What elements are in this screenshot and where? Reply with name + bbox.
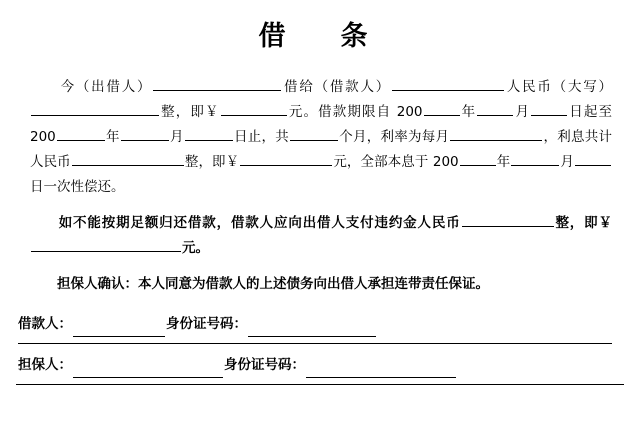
static-text: 整，即￥: [160, 104, 220, 120]
fill-in-blank[interactable]: [575, 151, 611, 166]
static-text: 年: [105, 129, 120, 145]
fill-in-blank[interactable]: [153, 76, 281, 91]
fill-in-blank[interactable]: [73, 363, 223, 378]
fill-in-blank[interactable]: [424, 101, 460, 116]
static-text: 月: [560, 154, 575, 170]
field-label: 担保人：: [18, 357, 72, 373]
fill-in-blank[interactable]: [31, 237, 181, 252]
static-text: 今（出借人）: [30, 79, 153, 95]
static-text: 个月，利率为每月: [339, 129, 450, 145]
fill-in-blank[interactable]: [72, 151, 184, 166]
guarantor-signature-row: [18, 352, 612, 378]
paragraph-penalty: [30, 211, 612, 261]
static-text: 如不能按期足额归还借款，借款人应向出借人支付违约金人民币: [30, 215, 461, 231]
static-text: 日一次性偿还。: [30, 179, 125, 195]
paragraph-loan-terms: [30, 75, 612, 200]
fill-in-blank[interactable]: [240, 151, 332, 166]
fill-in-blank[interactable]: [185, 126, 233, 141]
fill-in-blank[interactable]: [306, 363, 456, 378]
fill-in-blank[interactable]: [460, 151, 496, 166]
static-text: 元。: [182, 240, 209, 256]
bottom-divider: [16, 384, 624, 385]
borrower-signature-row: [18, 311, 612, 337]
document-title: 借 条: [258, 21, 382, 52]
static-text: 整，即￥: [184, 154, 240, 170]
static-text: 整，即￥: [554, 215, 613, 231]
field-label: 身份证号码：: [224, 357, 305, 373]
fill-in-blank[interactable]: [531, 101, 567, 116]
fill-in-blank[interactable]: [248, 322, 376, 337]
fill-in-blank[interactable]: [511, 151, 559, 166]
static-text: 元，全部本息于 200: [333, 154, 459, 170]
fill-in-blank[interactable]: [57, 126, 105, 141]
static-text: 年: [460, 104, 477, 120]
static-text: 年: [496, 154, 511, 170]
fill-in-blank[interactable]: [121, 126, 169, 141]
fill-in-blank[interactable]: [73, 322, 165, 337]
document-body: [16, 75, 624, 297]
fill-in-blank[interactable]: [450, 126, 542, 141]
static-text: ，利息共计人民币: [30, 129, 613, 170]
field-label: 借款人：: [18, 316, 72, 332]
static-text: 借给（借款人）: [282, 79, 392, 95]
static-text: 月: [169, 129, 184, 145]
field-label: 身份证号码：: [166, 316, 247, 332]
static-text: 元。借款期限自 200: [287, 104, 423, 120]
fill-in-blank[interactable]: [221, 101, 287, 116]
static-text: 担保人确认：本人同意为借款人的上述债务向出借人承担连带责任保证。: [30, 276, 489, 292]
static-text: 日起至 200: [30, 104, 613, 145]
fill-in-blank[interactable]: [477, 101, 513, 116]
static-text: 日止，共: [233, 129, 290, 145]
fill-in-blank[interactable]: [462, 212, 554, 227]
document-page: [0, 14, 640, 431]
fill-in-blank[interactable]: [31, 101, 159, 116]
fill-in-blank[interactable]: [290, 126, 338, 141]
paragraph-guarantor-confirmation: [30, 272, 612, 297]
fill-in-blank[interactable]: [392, 76, 504, 91]
section-divider: [18, 343, 612, 344]
static-text: 人民币（大写）: [505, 79, 613, 95]
signature-block: [16, 311, 624, 378]
static-text: 月: [514, 104, 531, 120]
